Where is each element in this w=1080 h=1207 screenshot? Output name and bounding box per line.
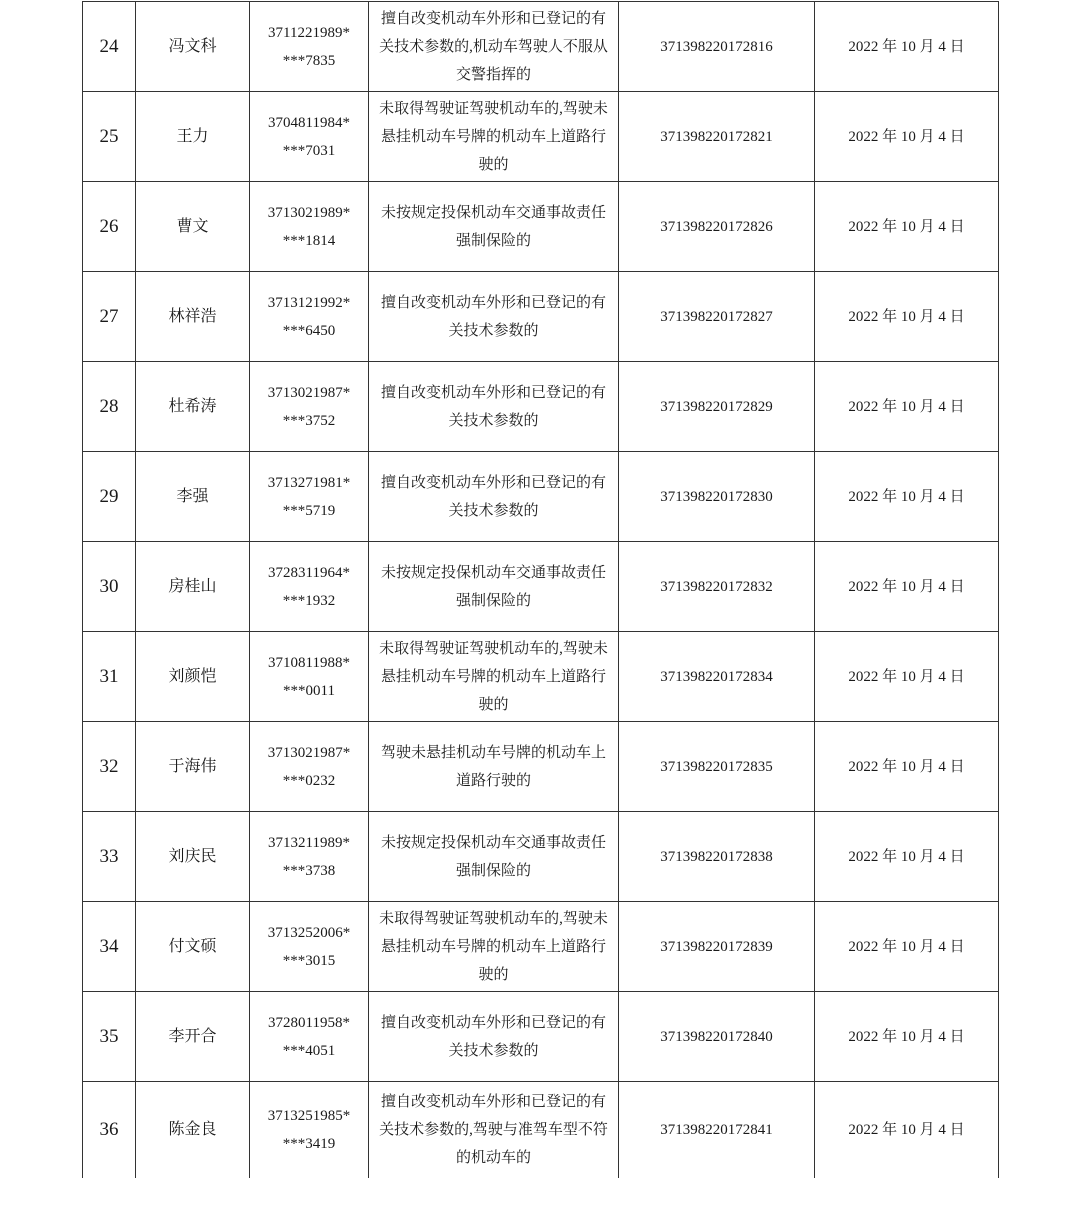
id-number [250, 452, 369, 542]
decision-date: 2022 年 10 月 4 日 [815, 182, 999, 272]
id-number-line-2: ***5719 [282, 502, 336, 519]
decision-number: 371398220172826 [619, 182, 815, 272]
id-number-line-1: 3713251985* [267, 1107, 351, 1124]
person-name: 刘庆民 [136, 812, 250, 902]
id-number-line-1: 3713271981* [267, 474, 351, 491]
violation-reason: 未按规定投保机动车交通事故责任强制保险的 [369, 812, 619, 902]
table-row [83, 812, 999, 902]
person-name: 房桂山 [136, 542, 250, 632]
row-number: 32 [83, 722, 136, 812]
violation-reason: 未按规定投保机动车交通事故责任强制保险的 [369, 542, 619, 632]
id-number-line-1: 3713252006* [267, 924, 351, 941]
decision-date: 2022 年 10 月 4 日 [815, 902, 999, 992]
row-number: 29 [83, 452, 136, 542]
decision-date: 2022 年 10 月 4 日 [815, 1082, 999, 1178]
id-number [250, 362, 369, 452]
id-number [250, 272, 369, 362]
id-number-line-1: 3713021987* [267, 384, 351, 401]
table-row [83, 1082, 999, 1178]
id-number-line-2: ***7031 [282, 142, 336, 159]
person-name: 李强 [136, 452, 250, 542]
decision-date: 2022 年 10 月 4 日 [815, 452, 999, 542]
id-number [250, 632, 369, 722]
decision-date: 2022 年 10 月 4 日 [815, 2, 999, 92]
decision-number: 371398220172839 [619, 902, 815, 992]
violation-reason: 擅自改变机动车外形和已登记的有关技术参数的,驾驶与准驾车型不符的机动车的 [369, 1082, 619, 1178]
penalty-table [82, 1, 999, 1178]
violation-reason: 驾驶未悬挂机动车号牌的机动车上道路行驶的 [369, 722, 619, 812]
id-number-line-1: 3713021987* [267, 744, 351, 761]
id-number [250, 92, 369, 182]
person-name: 李开合 [136, 992, 250, 1082]
table-body [83, 2, 999, 1178]
table-row [83, 722, 999, 812]
row-number: 24 [83, 2, 136, 92]
id-number-line-1: 3704811984* [268, 114, 350, 131]
violation-reason: 擅自改变机动车外形和已登记的有关技术参数的 [369, 452, 619, 542]
decision-number: 371398220172832 [619, 542, 815, 632]
id-number-line-2: ***0011 [283, 682, 335, 699]
row-number: 34 [83, 902, 136, 992]
table-row [83, 272, 999, 362]
decision-date: 2022 年 10 月 4 日 [815, 812, 999, 902]
decision-date: 2022 年 10 月 4 日 [815, 362, 999, 452]
row-number: 30 [83, 542, 136, 632]
id-number [250, 542, 369, 632]
row-number: 31 [83, 632, 136, 722]
person-name: 付文硕 [136, 902, 250, 992]
table-row [83, 362, 999, 452]
row-number: 26 [83, 182, 136, 272]
violation-reason: 未取得驾驶证驾驶机动车的,驾驶未悬挂机动车号牌的机动车上道路行驶的 [369, 632, 619, 722]
decision-number: 371398220172838 [619, 812, 815, 902]
id-number [250, 812, 369, 902]
id-number-line-1: 3711221989* [268, 24, 350, 41]
id-number-line-1: 3728011958* [268, 1014, 350, 1031]
person-name: 杜希涛 [136, 362, 250, 452]
decision-number: 371398220172821 [619, 92, 815, 182]
row-number: 28 [83, 362, 136, 452]
id-number-line-2: ***3738 [282, 862, 336, 879]
row-number: 25 [83, 92, 136, 182]
row-number: 35 [83, 992, 136, 1082]
table-row [83, 182, 999, 272]
id-number-line-1: 3713021989* [267, 204, 351, 221]
person-name: 冯文科 [136, 2, 250, 92]
id-number-line-2: ***3015 [282, 952, 336, 969]
id-number-line-1: 3713211989* [268, 834, 350, 851]
id-number [250, 902, 369, 992]
table-row [83, 452, 999, 542]
violation-reason: 擅自改变机动车外形和已登记的有关技术参数的 [369, 272, 619, 362]
decision-date: 2022 年 10 月 4 日 [815, 542, 999, 632]
violation-reason: 擅自改变机动车外形和已登记的有关技术参数的 [369, 362, 619, 452]
id-number [250, 1082, 369, 1178]
table-row [83, 902, 999, 992]
id-number [250, 992, 369, 1082]
id-number-line-1: 3728311964* [268, 564, 350, 581]
table-row [83, 92, 999, 182]
decision-number: 371398220172834 [619, 632, 815, 722]
penalty-table-container [82, 1, 998, 1178]
decision-number: 371398220172835 [619, 722, 815, 812]
id-number-line-2: ***3752 [282, 412, 336, 429]
violation-reason: 擅自改变机动车外形和已登记的有关技术参数的,机动车驾驶人不服从交警指挥的 [369, 2, 619, 92]
table-row [83, 2, 999, 92]
violation-reason: 擅自改变机动车外形和已登记的有关技术参数的 [369, 992, 619, 1082]
id-number-line-2: ***1814 [282, 232, 336, 249]
decision-date: 2022 年 10 月 4 日 [815, 92, 999, 182]
id-number-line-2: ***1932 [282, 592, 336, 609]
person-name: 王力 [136, 92, 250, 182]
row-number: 27 [83, 272, 136, 362]
row-number: 36 [83, 1082, 136, 1178]
violation-reason: 未按规定投保机动车交通事故责任强制保险的 [369, 182, 619, 272]
decision-date: 2022 年 10 月 4 日 [815, 722, 999, 812]
decision-date: 2022 年 10 月 4 日 [815, 272, 999, 362]
decision-number: 371398220172841 [619, 1082, 815, 1178]
person-name: 曹文 [136, 182, 250, 272]
person-name: 陈金良 [136, 1082, 250, 1178]
decision-number: 371398220172829 [619, 362, 815, 452]
id-number-line-2: ***0232 [282, 772, 336, 789]
person-name: 刘颜恺 [136, 632, 250, 722]
id-number-line-1: 3710811988* [268, 654, 350, 671]
id-number-line-2: ***7835 [282, 52, 336, 69]
id-number-line-2: ***4051 [282, 1042, 336, 1059]
id-number [250, 2, 369, 92]
decision-number: 371398220172827 [619, 272, 815, 362]
id-number-line-1: 3713121992* [267, 294, 351, 311]
table-row [83, 992, 999, 1082]
violation-reason: 未取得驾驶证驾驶机动车的,驾驶未悬挂机动车号牌的机动车上道路行驶的 [369, 92, 619, 182]
id-number [250, 182, 369, 272]
table-row [83, 632, 999, 722]
decision-date: 2022 年 10 月 4 日 [815, 992, 999, 1082]
decision-date: 2022 年 10 月 4 日 [815, 632, 999, 722]
decision-number: 371398220172840 [619, 992, 815, 1082]
violation-reason: 未取得驾驶证驾驶机动车的,驾驶未悬挂机动车号牌的机动车上道路行驶的 [369, 902, 619, 992]
id-number [250, 722, 369, 812]
id-number-line-2: ***6450 [282, 322, 336, 339]
person-name: 于海伟 [136, 722, 250, 812]
decision-number: 371398220172816 [619, 2, 815, 92]
id-number-line-2: ***3419 [282, 1135, 336, 1152]
decision-number: 371398220172830 [619, 452, 815, 542]
person-name: 林祥浩 [136, 272, 250, 362]
row-number: 33 [83, 812, 136, 902]
table-row [83, 542, 999, 632]
